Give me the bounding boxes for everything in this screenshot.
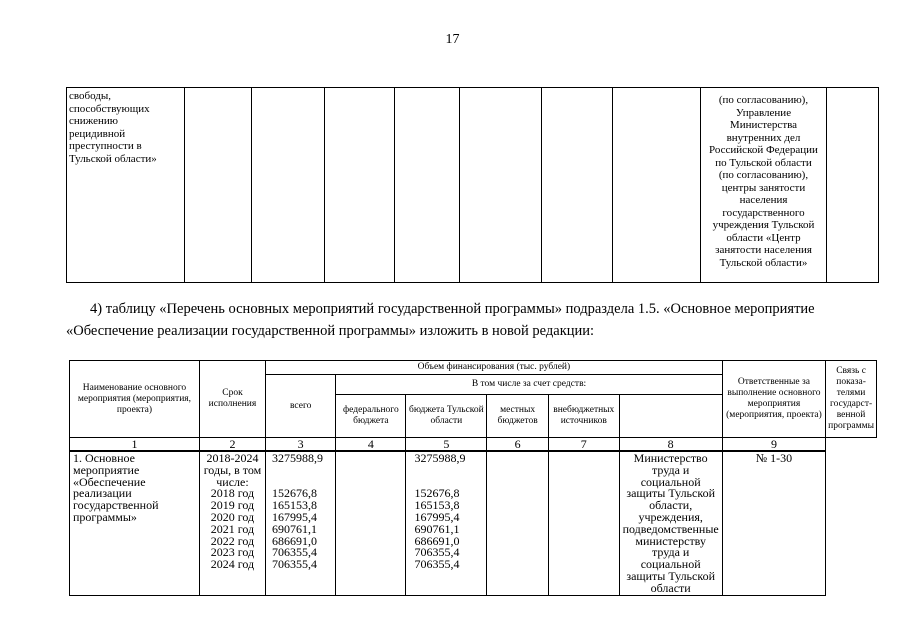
- header-term: Срок исполнения: [199, 361, 265, 438]
- table-row: [70, 451, 877, 595]
- paragraph-text: 4) таблицу «Перечень основных мероприятий государственной программы» подраздела 1.5. «Основное мероприятие «Обеспечение реализации государственной программы» изложить в новой редакции:: [66, 301, 815, 339]
- cell-term: 2018-2024 годы, в том числе: 2018 год 2019 год 2020 год 2021 год 2022 год 2023 год 2024 год: [199, 451, 265, 595]
- header-name: Наименование основного мероприятия (мероприятия, проекта): [70, 361, 200, 438]
- header-extra: внебюджетных источников: [548, 395, 619, 438]
- table-cell-empty: [827, 88, 879, 283]
- cell-federal: [336, 451, 406, 595]
- cell-link: № 1-30: [722, 451, 825, 595]
- table-cell-empty: [542, 88, 613, 283]
- cell-total: 3275988,9 152676,8 165153,8 167995,4 690761,1 686691,0 706355,4 706355,4: [266, 451, 336, 595]
- header-federal: федерального бюджета: [336, 395, 406, 438]
- header-row: [70, 361, 877, 375]
- table-cell-empty: [395, 88, 460, 283]
- header-local: местных бюджетов: [487, 395, 549, 438]
- column-number: 4: [336, 438, 406, 452]
- column-number: 6: [487, 438, 549, 452]
- cell-extra: [548, 451, 619, 595]
- column-number-row: [70, 438, 877, 452]
- table-row: [67, 88, 879, 283]
- column-number: 8: [619, 438, 722, 452]
- column-number: 2: [199, 438, 265, 452]
- header-regional: бюджета Тульской области: [406, 395, 487, 438]
- column-number: 7: [548, 438, 619, 452]
- header-link: Связь с показа-телями государст-венной программы: [826, 361, 877, 438]
- header-including: В том числе за счет средств:: [336, 375, 722, 395]
- cell-name: 1. Основное мероприятие «Обеспечение реализации государственной программы»: [70, 451, 200, 595]
- header-total: всего: [266, 375, 336, 438]
- cell-responsible: Министерство труда и социальной защиты Тульской области, учреждения, подведомственные министерству труда и социальной защиты Тульской области: [619, 451, 722, 595]
- cell-local: [487, 451, 549, 595]
- column-number: 9: [722, 438, 825, 452]
- table-cell-measure: свободы, способствующих снижению рецидивной преступности в Тульской области»: [67, 88, 185, 283]
- column-number: 3: [266, 438, 336, 452]
- column-number: 1: [70, 438, 200, 452]
- body-paragraph: [66, 298, 886, 342]
- page-number: 17: [445, 32, 460, 47]
- column-number: 5: [406, 438, 487, 452]
- table-cell-empty: [252, 88, 325, 283]
- table-cell-empty: [325, 88, 395, 283]
- table-cell-empty: [460, 88, 542, 283]
- header-responsible: Ответственные за выполнение основного мероприятия (мероприятия, проекта): [722, 361, 825, 438]
- table-cell-empty: [185, 88, 252, 283]
- table-cell-responsible: (по согласованию), Управление Министерства внутренних дел Российской Федерации по Тульской области (по согласованию), центры занятости населения государственного учреждения Тульской области «Центр занятости населения Тульской области»: [701, 88, 827, 283]
- continuation-table: [66, 87, 879, 283]
- measures-table: [69, 360, 877, 596]
- header-funding: Объем финансирования (тыс. рублей): [266, 361, 723, 375]
- cell-regional: 3275988,9 152676,8 165153,8 167995,4 690761,1 686691,0 706355,4 706355,4: [406, 451, 487, 595]
- table-cell-empty: [613, 88, 701, 283]
